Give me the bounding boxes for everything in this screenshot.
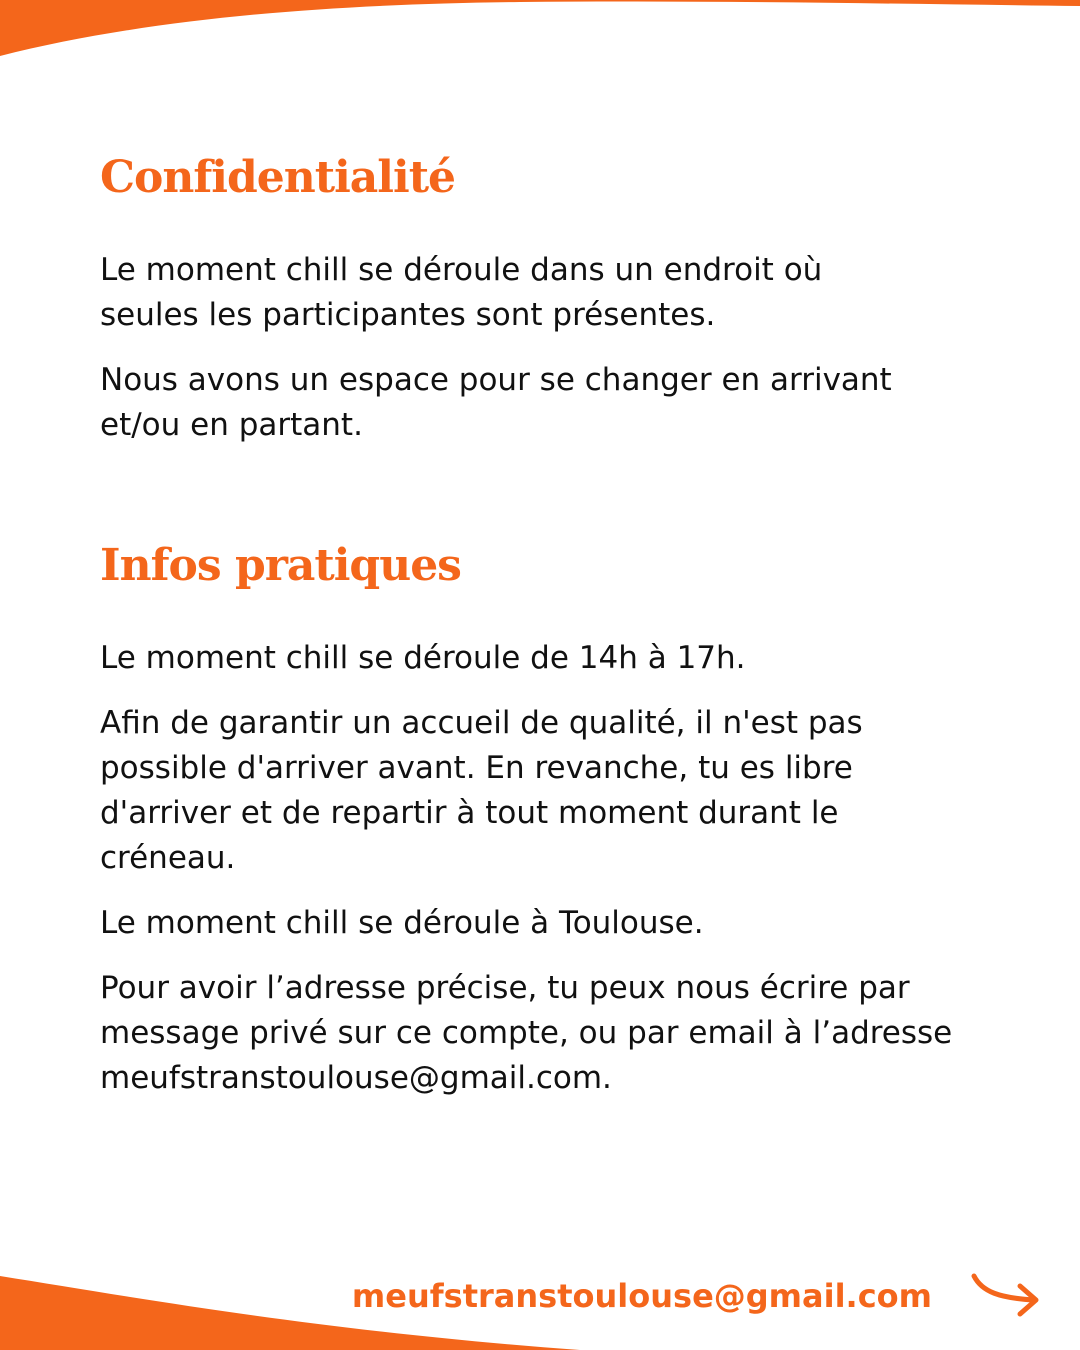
practical-info-heading: Infos pratiques — [100, 540, 461, 591]
confidentiality-heading: Confidentialité — [100, 152, 456, 203]
confidentiality-section — [100, 152, 1000, 448]
practical-info-paragraph-3: Le moment chill se déroule à Toulouse. — [100, 905, 704, 941]
practical-info-paragraph-4: Pour avoir l’adresse précise, tu peux nous écrire par message privé sur ce compte, ou par email à l’adresse meufstranstoulouse@gmail.com. — [100, 970, 953, 1096]
arrow-right-icon[interactable] — [968, 1268, 1044, 1320]
practical-info-section — [100, 540, 1000, 1101]
top-wave-decoration — [0, 0, 1080, 60]
practical-info-paragraph-1: Le moment chill se déroule de 14h à 17h. — [100, 640, 746, 676]
practical-info-paragraph-2: Afin de garantir un accueil de qualité, il n'est pas possible d'arriver avant. En revanche, tu es libre d'arriver et de repartir à tout moment durant le créneau. — [100, 705, 863, 876]
confidentiality-paragraph-2: Nous avons un espace pour se changer en arrivant et/ou en partant. — [100, 362, 892, 443]
confidentiality-paragraph-1: Le moment chill se déroule dans un endroit où seules les participantes sont présentes. — [100, 252, 823, 333]
footer-email[interactable]: meufstranstoulouse@gmail.com — [351, 1277, 932, 1315]
